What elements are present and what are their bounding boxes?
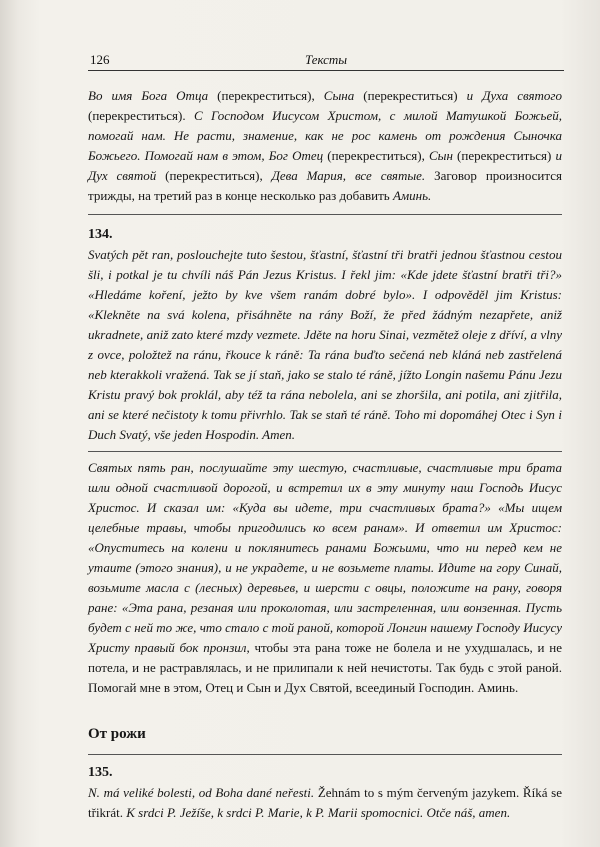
section-title: От рожи xyxy=(88,726,146,742)
text-span: Аминь. xyxy=(392,188,432,203)
text-span: Сын xyxy=(428,148,453,163)
text-span: и Духа святого xyxy=(466,88,562,103)
divider xyxy=(88,214,562,215)
text-span: С Господом Иисусом Христом, с милой Матушкой Божьей, помогай нам. Не расти, знамение, как не рос камень от рождения Сыночка Божьего. Помогай нам в этом, Бог Отец xyxy=(88,108,562,163)
page-header xyxy=(88,50,564,71)
entry-number-135: 135. xyxy=(88,765,113,780)
text-span: (перекреститься) xyxy=(354,88,467,103)
text-span: (перекреститься) xyxy=(452,148,556,163)
czech-charm-135 xyxy=(88,783,562,823)
paragraph-1 xyxy=(88,86,562,206)
text-block xyxy=(88,86,562,823)
entry-number-134: 134. xyxy=(88,227,113,242)
page-number: 126 xyxy=(90,52,110,67)
text-span: Дева Мария, все святые. xyxy=(271,168,426,183)
text-span: Святых пять ран, послушайте эту шестую, счастливые, счастливые три брата шли одной счастливой дорогой, и встретил их в эту минуту наш Господь Иисус Христос. И сказал им: «Куда вы идете, три счастливых брата?» «Мы ищем целебные травы, чтобы пригодились ко всем ранам». И ответил им Христос: «Опуститесь на колени и поклянитесь ранами Божьими, что ни перед кем не утаите (этого знания), и не украдете, и не возьмете платы. Идите на гору Синай, возьмите масла с (лесных) деревьев, и шерсти с овцы, положите на рану, говоря ране: «Эта рана, резаная или проколотая, или застреленная, или вонзенная. Пусть будет с ней то же, что стало с той раной, которой Лонгин нашему Господу Иисусу Христу правый бок пронзил, xyxy=(88,460,562,655)
text-span: Заговор произносится трижды, на третий раз в конце несколько раз добавить xyxy=(88,168,562,203)
text-span: (перекреститься), xyxy=(208,88,324,103)
text-span: (перекреститься). xyxy=(88,108,194,123)
text-span: Во имя Бога Отца xyxy=(88,88,209,103)
text-span: Сына xyxy=(323,88,355,103)
russian-translation-134 xyxy=(88,458,562,698)
divider xyxy=(88,754,562,755)
text-span: чтобы эта рана тоже не болела и не ухудшалась, и не потела, и не растравлялась, и не прилипали к ней нечистоты. Так будь с этой раной. Помогай мне в этом, Отец и Сын и Дух Святой, всеединый Господин. Аминь. xyxy=(88,640,562,695)
divider xyxy=(88,451,562,452)
text-span: K srdci P. Ježíše, k srdci P. Marie, k P. Marii spomocnici. Otče náš, amen. xyxy=(126,805,511,820)
text-span: (перекреститься), xyxy=(156,168,272,183)
text-span: (перекреститься), xyxy=(323,148,429,163)
czech-charm-134: Svatých pět ran, poslouchejte tuto šestou, šťastní, šťastní tři bratři jednou šťastnou cestou šli, i potkal je tu chvíli náš Pán Jezus Kristus. I řekl jim: «Kde jdete šťastní bratři tři?» «Hledáme koření, ježto by kve všem ranám dobré bylo». I odpověděl jim Kristus: «Klekněte na svá kolena, přisáhněte na rány Boží, že před žádným nezapřete, aniž ukradnete, aniž zato které mzdy vezmete. Jděte na horu Sinai, vezmětež oleje z dříví, a vlny z ovce, položtež na ránu, řkouce k ráně: Ta rána buďto sečená neb kláná neb zastřelená neb kterakkoli vražená. Tak se jí staň, jako se stalo té ráně, jížto Longin našemu Pánu Jezu Kristu pravý bok proklál, aby též ta rána nebolela, ani se zhoršila, ani potila, ani zjitřila, ani se které nečistoty k tomu přivrhlo. Tak se staň té ráně. Toho mi dopomáhej Otec i Syn i Duch Svatý, vše jeden Hospodin. Amen. xyxy=(88,247,562,442)
text-span: N. má veliké bolesti, od Boha dané neřesti. xyxy=(88,785,315,800)
text-span: Žehnám to s mým červeným jazykem. Říká se třikrát. xyxy=(88,785,562,820)
text-span: и Дух святой xyxy=(88,148,562,183)
running-head: Тексты xyxy=(304,52,348,67)
